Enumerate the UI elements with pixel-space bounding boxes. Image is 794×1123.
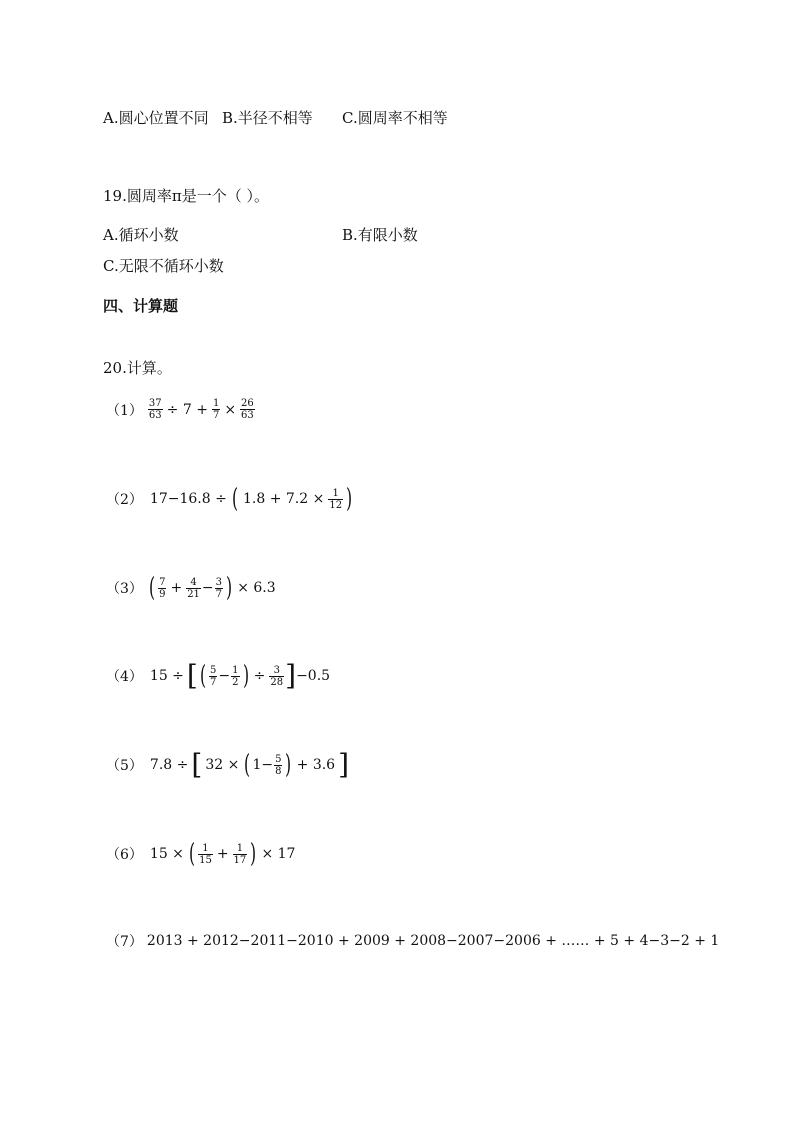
fraction: $\frac{5}{8}$ [275, 753, 282, 777]
fraction: $\frac{1}{17}$ [233, 842, 247, 866]
fraction: $\frac{1}{15}$ [199, 842, 212, 866]
q18-option-a: A.圆心位置不同 [103, 109, 209, 127]
expression-2: （2） 17−16.8 ÷ ( 1.8 + 7.2 × $\frac{1}{12}$ ) [106, 484, 353, 514]
expression-label: （4） [106, 669, 143, 685]
expression-label: （2） [106, 492, 143, 508]
q18-option-b: B.半径不相等 [222, 109, 313, 127]
section-heading: 四、计算题 [103, 297, 179, 315]
fraction: $\frac{1}{2}$ [232, 664, 239, 688]
expression-6: （6） 15 × ( $\frac{1}{15}$ + $\frac{1}{17}$ ) × 17 [106, 839, 296, 869]
q19-option-b: B.有限小数 [342, 226, 418, 244]
expression-label: （6） [106, 847, 143, 863]
fraction: $\frac{4}{21}$ [187, 576, 200, 600]
q18-option-c: C.圆周率不相等 [342, 109, 448, 127]
expression-label: （3） [106, 581, 143, 597]
q19-option-c: C.无限不循环小数 [103, 257, 224, 275]
fraction: $\frac{3}{7}$ [215, 576, 223, 600]
expression-1: （1） $\frac{37}{63}$ ÷ 7 + $\frac{1}{7}$ × $\frac{26}{63}$ [106, 398, 254, 421]
expression-label: （7） [106, 934, 143, 950]
expression-label: （1） [106, 402, 143, 419]
fraction: $\frac{5}{7}$ [210, 664, 217, 688]
fraction: $\frac{1}{7}$ [212, 398, 220, 421]
fraction: $\frac{7}{9}$ [159, 576, 166, 600]
expression-7: （7） 2013 + 2012−2011−2010 + 2009 + 2008−2007−2006 + …… + 5 + 4−3−2 + 1 [106, 933, 720, 950]
fraction: $\frac{37}{63}$ [148, 398, 162, 421]
q20-stem: 20.计算。 [103, 359, 172, 377]
fraction: $\frac{26}{63}$ [241, 398, 254, 421]
fraction: $\frac{1}{12}$ [329, 487, 343, 511]
expression-3: （3） ( $\frac{7}{9}$ + $\frac{4}{21}$ − $\frac{3}{7}$ ) × 6.3 [106, 573, 276, 603]
expression-4: （4） 15 ÷ [ ( $\frac{5}{7}$ − $\frac{1}{2}$ ) ÷ $\frac{3}{28}$ ] −0.5 [106, 659, 331, 692]
expression-label: （5） [106, 758, 143, 774]
expression-5: （5） 7.8 ÷ [ 32 × ( 1− $\frac{5}{8}$ ) + 3.6 ] [106, 748, 350, 781]
q19-stem: 19.圆周率π是一个（ ）。 [103, 187, 269, 205]
fraction: $\frac{3}{28}$ [270, 664, 284, 688]
q19-option-a: A.循环小数 [103, 226, 179, 244]
